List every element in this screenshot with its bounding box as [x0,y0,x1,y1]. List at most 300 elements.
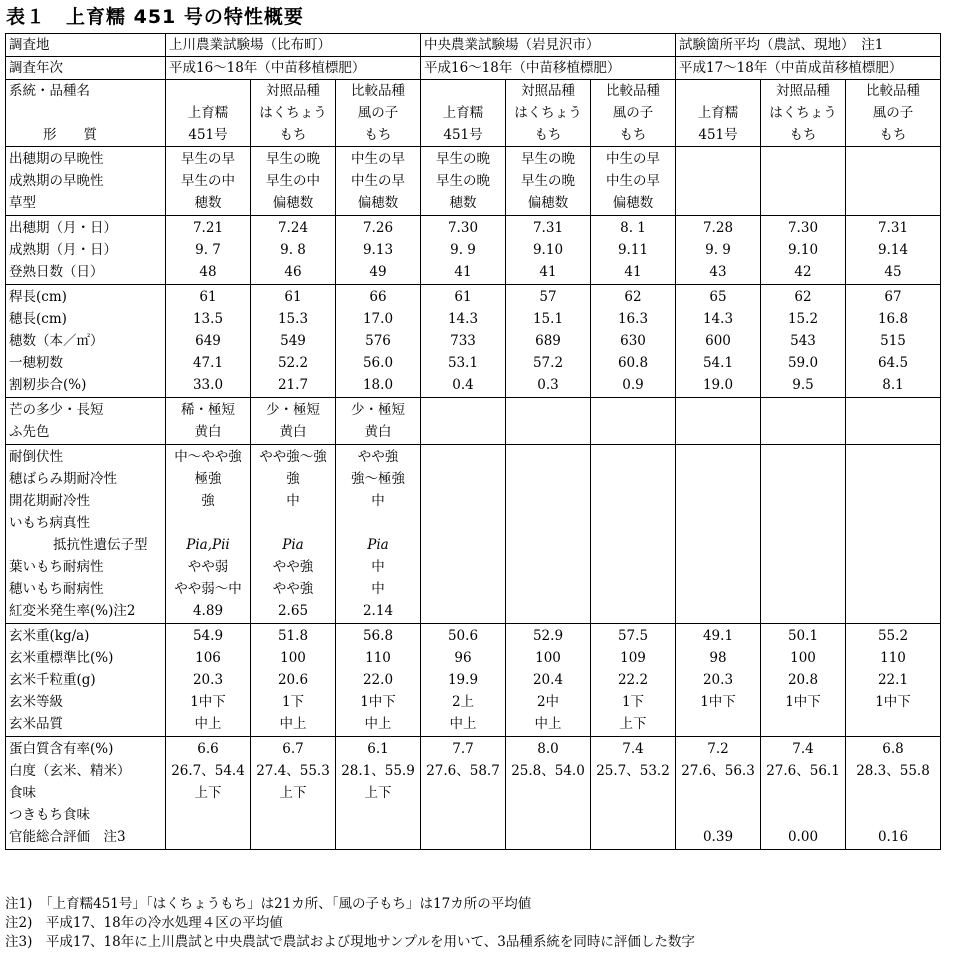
trait-value [506,512,590,534]
trait-value [676,556,760,578]
value-cell [166,624,251,737]
value-cell [421,285,506,398]
trait-label: 玄米重標準比(%) [9,650,114,666]
trait-value [846,446,940,468]
trait-value [166,512,250,534]
trait-value [166,826,250,848]
trait-value [676,600,760,622]
value-cell [676,216,761,285]
trait-value: 7.28 [702,220,734,236]
trait-value [591,468,675,490]
value-cell [336,398,421,445]
trait-label: 白度（玄米、精米） [9,763,131,779]
trait-label: 形 質 [43,127,97,143]
variety-name-line: 対照品種 [266,83,320,99]
value-cell [166,445,251,624]
trait-value [591,490,675,512]
value-cell [166,285,251,398]
trait-value: Pia [282,537,304,553]
trait-value: 中生の早 [351,151,405,167]
trait-value: 41 [624,264,642,280]
value-cell [676,398,761,445]
trait-value: 64.5 [877,355,909,371]
value-cell [761,285,846,398]
trait-label: 穂ばらみ期耐冷性 [9,471,117,487]
trait-value: 9. 9 [450,242,476,258]
trait-value: 早生の中 [181,173,235,189]
trait-value: 稀・極短 [181,402,235,418]
trait-value: 61 [284,289,302,305]
trait-label: 玄米等級 [9,694,63,710]
trait-label: 出穂期の早晩性 [9,151,104,167]
trait-value: 早生の晩 [436,151,490,167]
trait-value: 中 [371,493,385,509]
trait-value: 19.0 [702,377,734,393]
trait-label: 抵抗性遺伝子型 [53,537,148,553]
section-row [6,398,941,445]
trait-labels [6,398,166,445]
trait-value [761,556,845,578]
trait-value: 28.1、55.9 [341,763,415,779]
value-cell [336,737,421,850]
trait-value [421,490,505,512]
trait-value: 65 [709,289,727,305]
trait-value: 中 [371,581,385,597]
trait-value: 早生の早 [181,151,235,167]
trait-value: 1中下 [360,694,396,710]
trait-value [506,556,590,578]
value-cell [591,737,676,850]
trait-value: 中上 [534,716,562,732]
trait-value: 穂数 [194,195,222,211]
trait-value [846,148,940,170]
variety-name-line: 451号 [698,127,738,143]
value-cell [846,445,941,624]
value-cell [506,216,591,285]
trait-value: Pia,Pii [186,537,230,553]
trait-value [846,170,940,192]
trait-value [846,600,940,622]
value-cell [761,398,846,445]
trait-value [506,490,590,512]
trait-value: 上下 [619,716,647,732]
trait-labels [6,147,166,216]
trait-value: 19.9 [447,672,479,688]
variety-name [166,80,251,147]
trait-value: 630 [620,333,646,349]
trait-value [251,512,335,534]
trait-value [761,446,845,468]
trait-value [676,148,760,170]
trait-label: 穂数（本／㎡） [9,333,104,349]
footnote-3: 注3) 平成17、18年に上川農試と中央農試で農試および現地サンプルを用いて、3品種系統を同時に評価した数字 [5,934,695,950]
trait-value: 1中下 [875,694,911,710]
trait-value: 15.3 [277,311,309,327]
trait-value: 15.2 [787,311,819,327]
variety-label: 系統・品種名 [9,83,90,99]
trait-value [846,804,940,826]
trait-label: ふ先色 [9,424,50,440]
trait-value [761,782,845,804]
trait-value: 7.31 [532,220,564,236]
trait-value [591,556,675,578]
value-cell [846,624,941,737]
trait-value: 7.26 [362,220,394,236]
value-cell [761,737,846,850]
trait-value [761,534,845,556]
trait-value: 689 [535,333,561,349]
value-cell [761,624,846,737]
variety-name-line: はくちょう [514,105,582,121]
value-cell [846,216,941,285]
trait-value: 8.1 [882,377,904,393]
section-row [6,624,941,737]
trait-value: 20.3 [702,672,734,688]
trait-value: 67 [884,289,902,305]
value-cell [846,398,941,445]
trait-value: 28.3、55.8 [856,763,930,779]
value-cell [676,285,761,398]
variety-name-line: 対照品種 [776,83,830,99]
trait-value: 48 [199,264,217,280]
trait-value: 6.6 [197,741,219,757]
trait-value: 61 [199,289,217,305]
trait-value: 7.4 [622,741,644,757]
trait-value [421,468,505,490]
trait-value [761,192,845,214]
trait-value: 60.8 [617,355,649,371]
trait-value: 9.10 [532,242,564,258]
trait-label: 紅変米発生率(%)注2 [9,603,136,619]
variety-name-line [166,80,250,102]
value-cell [336,147,421,216]
trait-value [251,804,335,826]
trait-value [591,804,675,826]
value-cell [336,216,421,285]
variety-name-line: もち [279,127,307,143]
year-value: 平成16〜18年（中苗移植標肥） [421,57,676,80]
trait-value [676,782,760,804]
trait-value: 27.6、56.1 [766,763,840,779]
trait-value: 黄白 [364,424,392,440]
value-cell [846,147,941,216]
value-cell [421,147,506,216]
section-row [6,285,941,398]
trait-value [591,782,675,804]
trait-value [761,804,845,826]
trait-value [421,534,505,556]
trait-value: 20.3 [192,672,224,688]
trait-value: 25.8、54.0 [511,763,585,779]
variety-name-line: はくちょう [769,105,837,121]
trait-value: 543 [790,333,816,349]
spacer [9,102,165,124]
trait-value: 9. 8 [280,242,306,258]
trait-value: 6.7 [282,741,304,757]
trait-value: 54.1 [702,355,734,371]
trait-value: 21.7 [277,377,309,393]
value-cell [421,445,506,624]
trait-value: 54.9 [192,628,224,644]
value-cell [506,398,591,445]
trait-value: 733 [450,333,476,349]
variety-name [761,80,846,147]
trait-label: 一穂籾数 [9,355,63,371]
trait-value [506,578,590,600]
variety-name [846,80,941,147]
value-cell [506,285,591,398]
trait-value: 早生の晩 [521,173,575,189]
trait-value: 偏穂数 [612,195,654,211]
trait-value [761,600,845,622]
value-cell [421,216,506,285]
variety-name-line: もち [879,127,907,143]
trait-value: 42 [794,264,812,280]
trait-value: やや弱 [187,559,229,575]
trait-value [676,468,760,490]
value-cell [506,624,591,737]
value-cell [506,147,591,216]
trait-value [421,421,505,443]
trait-value: 14.3 [447,311,479,327]
variety-name-line: 上育糯 [697,105,739,121]
variety-name-line: 風の子 [612,105,654,121]
trait-value [761,713,845,735]
value-cell [591,147,676,216]
trait-value [846,468,940,490]
trait-value: 27.6、56.3 [681,763,755,779]
trait-label: 玄米千粒重(g) [9,672,96,688]
section-row [6,216,941,285]
trait-value: 56.0 [362,355,394,371]
value-cell [761,445,846,624]
trait-value [336,826,420,848]
trait-value [846,534,940,556]
value-cell [676,147,761,216]
trait-value: 110 [365,650,391,666]
value-cell [676,624,761,737]
trait-label: 割籾歩合(%) [9,377,87,393]
trait-value [676,804,760,826]
value-cell [591,398,676,445]
value-cell [336,624,421,737]
trait-value: 0.9 [622,377,644,393]
trait-value [761,421,845,443]
trait-value: 25.7、53.2 [596,763,670,779]
variety-name [506,80,591,147]
trait-value [421,446,505,468]
trait-value: 549 [280,333,306,349]
trait-value: 62 [624,289,642,305]
trait-value: 26.7、54.4 [171,763,245,779]
variety-name-line [421,80,505,102]
trait-value: 8.0 [537,741,559,757]
trait-value: 27.6、58.7 [426,763,500,779]
trait-value: 9.11 [617,242,649,258]
trait-value [846,399,940,421]
value-cell [506,737,591,850]
value-cell [676,737,761,850]
trait-value: 黄白 [279,424,307,440]
variety-name-line: もち [364,127,392,143]
trait-value: 52.2 [277,355,309,371]
trait-value: 600 [705,333,731,349]
trait-value: 中 [286,493,300,509]
trait-value [846,192,940,214]
trait-value: 7.7 [452,741,474,757]
value-cell [166,737,251,850]
trait-value: 22.2 [617,672,649,688]
trait-label: 出穂期（月・日） [9,220,117,236]
trait-value: やや強 [272,559,314,575]
section-row [6,147,941,216]
trait-value [591,578,675,600]
trait-value [846,421,940,443]
trait-value [421,556,505,578]
trait-value [676,490,760,512]
trait-value: 649 [195,333,221,349]
trait-value: 47.1 [192,355,224,371]
trait-value [846,556,940,578]
trait-value [591,600,675,622]
trait-value: 上下 [194,785,222,801]
variety-name-line: 上育糯 [187,105,229,121]
value-cell [421,737,506,850]
trait-value [846,512,940,534]
trait-value: 偏穂数 [272,195,314,211]
trait-value [846,490,940,512]
trait-value: 上下 [279,785,307,801]
variety-name-line [676,80,760,102]
year-value: 平成17〜18年（中苗成苗移植標肥） [676,57,941,80]
trait-value [676,421,760,443]
trait-value: 早生の晩 [266,151,320,167]
trait-value: 8. 1 [620,220,646,236]
trait-value [506,446,590,468]
trait-value: 15.1 [532,311,564,327]
variety-name-line: もち [619,127,647,143]
trait-labels [6,624,166,737]
trait-label: 玄米重(kg/a) [9,628,90,644]
trait-value: 偏穂数 [357,195,399,211]
trait-value [846,578,940,600]
trait-label: いもち病真性 [9,515,90,531]
trait-value [421,826,505,848]
trait-value: 61 [454,289,472,305]
trait-value: 96 [454,650,472,666]
trait-value [506,804,590,826]
trait-value: 0.00 [787,829,819,845]
trait-value [846,713,940,735]
footnotes [5,895,695,952]
trait-value: 16.8 [877,311,909,327]
trait-value [421,512,505,534]
trait-label: つきもち食味 [9,807,90,823]
trait-value: 16.3 [617,311,649,327]
trait-value: 13.5 [192,311,224,327]
trait-value [506,782,590,804]
value-cell [591,624,676,737]
trait-value [166,804,250,826]
variety-name-line: 比較品種 [606,83,660,99]
trait-value: 6.8 [882,741,904,757]
trait-value: やや弱〜中 [174,581,242,597]
trait-value: 黄白 [194,424,222,440]
trait-value [761,578,845,600]
trait-value: 1下 [281,694,305,710]
value-cell [251,445,336,624]
trait-value: 少・極短 [351,402,405,418]
trait-value [761,148,845,170]
trait-value: 中生の早 [351,173,405,189]
trait-label: 成熟期の早晩性 [9,173,104,189]
trait-value: 45 [884,264,902,280]
trait-labels [6,737,166,850]
trait-value [506,600,590,622]
trait-value: 6.1 [367,741,389,757]
trait-value [761,512,845,534]
value-cell [421,624,506,737]
trait-value: 早生の晩 [521,151,575,167]
variety-name [421,80,506,147]
value-cell [166,147,251,216]
trait-value: 7.24 [277,220,309,236]
value-cell [591,285,676,398]
variety-name-line: 比較品種 [351,83,405,99]
trait-value [761,170,845,192]
trait-value: 100 [535,650,561,666]
trait-value: 109 [620,650,646,666]
trait-value: 57 [539,289,557,305]
variety-name-line: 風の子 [357,105,399,121]
variety-name-line: 風の子 [872,105,914,121]
trait-value: 極強 [194,471,222,487]
variety-row [6,80,941,147]
trait-value: 1下 [621,694,645,710]
trait-value: 中上 [364,716,392,732]
trait-value: 46 [284,264,302,280]
trait-value: 50.1 [787,628,819,644]
trait-value: 53.1 [447,355,479,371]
value-cell [506,445,591,624]
trait-label: 穂いもち耐病性 [9,581,104,597]
trait-value: 66 [369,289,387,305]
section-row [6,445,941,624]
trait-label: 葉いもち耐病性 [9,559,104,575]
site-label: 調査地 [6,34,166,57]
footnote-1: 注1) 「上育糯451号」「はくちょうもち」は21カ所、「風の子もち」は17カ所の平均値 [5,896,532,912]
trait-value [846,782,940,804]
trait-value [421,804,505,826]
variety-name [251,80,336,147]
trait-value: 7.2 [707,741,729,757]
trait-value: 中上 [194,716,222,732]
trait-value: 穂数 [449,195,477,211]
year-row [6,57,941,80]
variety-name-line: はくちょう [259,105,327,121]
trait-value [761,490,845,512]
trait-label: 穂長(cm) [9,311,67,327]
trait-value: 49.1 [702,628,734,644]
trait-value: 2.65 [277,603,309,619]
value-cell [251,147,336,216]
trait-value: 0.39 [702,829,734,845]
trait-value: 20.8 [787,672,819,688]
trait-value: やや強 [357,449,399,465]
trait-value [506,399,590,421]
trait-value [676,446,760,468]
trait-value [591,399,675,421]
